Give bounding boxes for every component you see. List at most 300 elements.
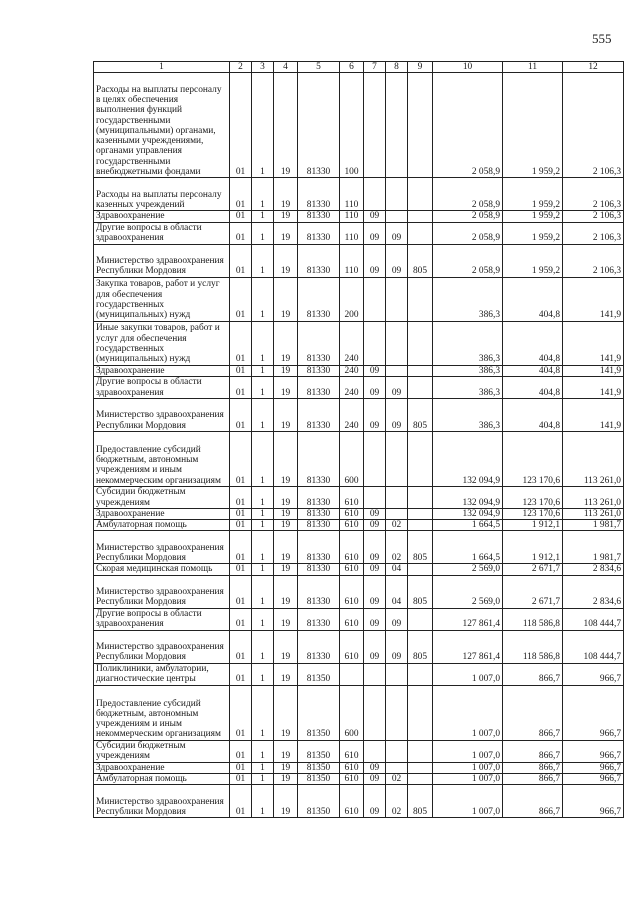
division-col-cell xyxy=(364,321,386,365)
name-col-cell: Здравоохранение xyxy=(94,762,230,773)
subprogram-col-cell: 1 xyxy=(252,222,274,244)
item-col-cell: 19 xyxy=(274,531,298,564)
target-col-cell: 81330 xyxy=(298,211,340,222)
item-col-cell: 19 xyxy=(274,740,298,762)
section-col-cell: 01 xyxy=(230,398,252,431)
year-1-col-cell: 2 569,0 xyxy=(433,575,503,608)
name-col-cell: Предоставление субсидий бюджетным, автономным учреждениям и иным некоммерческим организациям xyxy=(94,431,230,486)
item-col-cell: 19 xyxy=(274,376,298,398)
year-1-col-cell: 2 058,9 xyxy=(433,73,503,178)
subprogram-col-cell: 1 xyxy=(252,178,274,211)
header-year-2-col: 11 xyxy=(503,62,563,73)
division-col-cell: 09 xyxy=(364,785,386,818)
header-expense-type-col: 6 xyxy=(340,62,364,73)
item-col-cell: 19 xyxy=(274,774,298,785)
subprogram-col-cell: 1 xyxy=(252,73,274,178)
name-col-cell: Здравоохранение xyxy=(94,508,230,519)
header-section-col: 2 xyxy=(230,62,252,73)
table-row xyxy=(94,398,624,431)
year-1-col-cell: 1 007,0 xyxy=(433,740,503,762)
target-col-cell: 81330 xyxy=(298,520,340,531)
target-col-cell: 81330 xyxy=(298,564,340,575)
section-col-cell: 01 xyxy=(230,575,252,608)
name-col-cell: Министерство здравоохранения Республики Мордовия xyxy=(94,785,230,818)
year-3-col-cell: 113 261,0 xyxy=(563,486,624,508)
target-col-cell: 81330 xyxy=(298,244,340,277)
item-col-cell: 19 xyxy=(274,244,298,277)
year-2-col-cell: 1 959,2 xyxy=(503,211,563,222)
year-2-col-cell: 118 586,8 xyxy=(503,630,563,663)
subprogram-col-cell: 1 xyxy=(252,564,274,575)
division-col-cell: 09 xyxy=(364,365,386,376)
name-col-cell: Другие вопросы в области здравоохранения xyxy=(94,376,230,398)
table-row xyxy=(94,608,624,630)
header-subprogram-col: 3 xyxy=(252,62,274,73)
division-col-cell: 09 xyxy=(364,774,386,785)
item-col-cell: 19 xyxy=(274,211,298,222)
year-3-col-cell: 2 106,3 xyxy=(563,73,624,178)
year-1-col-cell: 2 058,9 xyxy=(433,178,503,211)
subdivision-col-cell: 02 xyxy=(386,774,408,785)
year-1-col-cell: 386,3 xyxy=(433,321,503,365)
division-col-cell xyxy=(364,685,386,740)
section-col-cell: 01 xyxy=(230,785,252,818)
expense-type-col-cell: 110 xyxy=(340,211,364,222)
year-2-col-cell: 866,7 xyxy=(503,762,563,773)
division-col-cell: 09 xyxy=(364,630,386,663)
year-2-col-cell: 123 170,6 xyxy=(503,486,563,508)
year-1-col-cell: 1 664,5 xyxy=(433,531,503,564)
table-row xyxy=(94,277,624,321)
table-row xyxy=(94,630,624,663)
name-col-cell: Министерство здравоохранения Республики Мордовия xyxy=(94,630,230,663)
table-row xyxy=(94,520,624,531)
header-subdivision-col: 8 xyxy=(386,62,408,73)
section-col-cell: 01 xyxy=(230,365,252,376)
subprogram-col-cell: 1 xyxy=(252,785,274,818)
section-col-cell: 01 xyxy=(230,376,252,398)
ministry-col-cell xyxy=(408,774,433,785)
subprogram-col-cell: 1 xyxy=(252,608,274,630)
subprogram-col-cell: 1 xyxy=(252,431,274,486)
expense-type-col-cell: 610 xyxy=(340,575,364,608)
item-col-cell: 19 xyxy=(274,178,298,211)
subprogram-col-cell: 1 xyxy=(252,520,274,531)
ministry-col-cell: 805 xyxy=(408,531,433,564)
year-1-col-cell: 1 664,5 xyxy=(433,520,503,531)
table-row xyxy=(94,431,624,486)
division-col-cell xyxy=(364,740,386,762)
year-3-col-cell: 141,9 xyxy=(563,376,624,398)
year-2-col-cell: 1 912,1 xyxy=(503,531,563,564)
year-2-col-cell: 1 959,2 xyxy=(503,222,563,244)
expense-type-col-cell: 240 xyxy=(340,376,364,398)
year-1-col-cell: 132 094,9 xyxy=(433,431,503,486)
ministry-col-cell: 805 xyxy=(408,398,433,431)
target-col-cell: 81330 xyxy=(298,321,340,365)
table-row xyxy=(94,376,624,398)
target-col-cell: 81330 xyxy=(298,222,340,244)
table-row xyxy=(94,73,624,178)
expense-type-col-cell: 610 xyxy=(340,508,364,519)
year-3-col-cell: 2 834,6 xyxy=(563,575,624,608)
subprogram-col-cell: 1 xyxy=(252,762,274,773)
expense-type-col-cell: 610 xyxy=(340,740,364,762)
year-2-col-cell: 866,7 xyxy=(503,785,563,818)
subdivision-col-cell: 09 xyxy=(386,222,408,244)
division-col-cell xyxy=(364,73,386,178)
ministry-col-cell: 805 xyxy=(408,575,433,608)
subdivision-col-cell: 04 xyxy=(386,575,408,608)
year-1-col-cell: 1 007,0 xyxy=(433,762,503,773)
item-col-cell: 19 xyxy=(274,520,298,531)
division-col-cell xyxy=(364,277,386,321)
ministry-col-cell xyxy=(408,685,433,740)
division-col-cell: 09 xyxy=(364,398,386,431)
expense-type-col-cell: 610 xyxy=(340,486,364,508)
subdivision-col-cell: 02 xyxy=(386,520,408,531)
subdivision-col-cell xyxy=(386,321,408,365)
section-col-cell: 01 xyxy=(230,211,252,222)
section-col-cell: 01 xyxy=(230,277,252,321)
year-3-col-cell: 1 981,7 xyxy=(563,520,624,531)
year-3-col-cell: 2 106,3 xyxy=(563,178,624,211)
table-row xyxy=(94,774,624,785)
ministry-col-cell: 805 xyxy=(408,785,433,818)
ministry-col-cell xyxy=(408,740,433,762)
section-col-cell: 01 xyxy=(230,222,252,244)
year-3-col-cell: 2 106,3 xyxy=(563,244,624,277)
expense-type-col-cell: 240 xyxy=(340,398,364,431)
table-row xyxy=(94,740,624,762)
name-col-cell: Амбулаторная помощь xyxy=(94,520,230,531)
ministry-col-cell xyxy=(408,431,433,486)
header-row xyxy=(94,62,624,73)
table-row xyxy=(94,762,624,773)
ministry-col-cell xyxy=(408,376,433,398)
name-col-cell: Предоставление субсидий бюджетным, автономным учреждениям и иным некоммерческим организациям xyxy=(94,685,230,740)
ministry-col-cell: 805 xyxy=(408,630,433,663)
subdivision-col-cell: 02 xyxy=(386,785,408,818)
year-1-col-cell: 386,3 xyxy=(433,376,503,398)
ministry-col-cell xyxy=(408,211,433,222)
section-col-cell: 01 xyxy=(230,564,252,575)
table-row xyxy=(94,564,624,575)
target-col-cell: 81350 xyxy=(298,685,340,740)
table-row xyxy=(94,508,624,519)
section-col-cell: 01 xyxy=(230,740,252,762)
subprogram-col-cell: 1 xyxy=(252,486,274,508)
target-col-cell: 81330 xyxy=(298,575,340,608)
subprogram-col-cell: 1 xyxy=(252,244,274,277)
year-1-col-cell: 2 569,0 xyxy=(433,564,503,575)
subprogram-col-cell: 1 xyxy=(252,376,274,398)
ministry-col-cell xyxy=(408,365,433,376)
year-3-col-cell: 108 444,7 xyxy=(563,630,624,663)
ministry-col-cell xyxy=(408,73,433,178)
section-col-cell: 01 xyxy=(230,73,252,178)
subprogram-col-cell: 1 xyxy=(252,365,274,376)
table-row xyxy=(94,486,624,508)
expense-type-col-cell: 610 xyxy=(340,564,364,575)
name-col-cell: Здравоохранение xyxy=(94,365,230,376)
table-row xyxy=(94,663,624,685)
section-col-cell: 01 xyxy=(230,431,252,486)
target-col-cell: 81350 xyxy=(298,762,340,773)
year-3-col-cell: 141,9 xyxy=(563,365,624,376)
year-2-col-cell: 866,7 xyxy=(503,663,563,685)
expense-type-col-cell: 240 xyxy=(340,365,364,376)
year-3-col-cell: 141,9 xyxy=(563,398,624,431)
budget-table xyxy=(93,61,624,818)
section-col-cell: 01 xyxy=(230,520,252,531)
name-col-cell: Закупка товаров, работ и услуг для обеспечения государственных (муниципальных) нужд xyxy=(94,277,230,321)
expense-type-col-cell: 610 xyxy=(340,531,364,564)
name-col-cell: Амбулаторная помощь xyxy=(94,774,230,785)
section-col-cell: 01 xyxy=(230,508,252,519)
section-col-cell: 01 xyxy=(230,630,252,663)
target-col-cell: 81330 xyxy=(298,508,340,519)
division-col-cell: 09 xyxy=(364,244,386,277)
subdivision-col-cell: 09 xyxy=(386,244,408,277)
page-number: 555 xyxy=(592,31,612,46)
subprogram-col-cell: 1 xyxy=(252,575,274,608)
ministry-col-cell xyxy=(408,564,433,575)
expense-type-col-cell: 610 xyxy=(340,785,364,818)
ministry-col-cell xyxy=(408,520,433,531)
year-2-col-cell: 404,8 xyxy=(503,277,563,321)
item-col-cell: 19 xyxy=(274,508,298,519)
division-col-cell xyxy=(364,178,386,211)
subprogram-col-cell: 1 xyxy=(252,740,274,762)
table-row xyxy=(94,244,624,277)
year-1-col-cell: 127 861,4 xyxy=(433,630,503,663)
subdivision-col-cell xyxy=(386,277,408,321)
table-row xyxy=(94,685,624,740)
year-2-col-cell: 866,7 xyxy=(503,774,563,785)
name-col-cell: Иные закупки товаров, работ и услуг для обеспечения государственных (муниципальных) нужд xyxy=(94,321,230,365)
subprogram-col-cell: 1 xyxy=(252,663,274,685)
expense-type-col-cell: 610 xyxy=(340,520,364,531)
ministry-col-cell xyxy=(408,762,433,773)
year-2-col-cell: 866,7 xyxy=(503,685,563,740)
year-3-col-cell: 966,7 xyxy=(563,663,624,685)
year-3-col-cell: 113 261,0 xyxy=(563,431,624,486)
year-1-col-cell: 132 094,9 xyxy=(433,508,503,519)
subdivision-col-cell xyxy=(386,486,408,508)
table-row xyxy=(94,321,624,365)
ministry-col-cell xyxy=(408,321,433,365)
year-1-col-cell: 132 094,9 xyxy=(433,486,503,508)
table-row xyxy=(94,531,624,564)
year-3-col-cell: 141,9 xyxy=(563,277,624,321)
year-1-col-cell: 2 058,9 xyxy=(433,222,503,244)
subprogram-col-cell: 1 xyxy=(252,277,274,321)
year-1-col-cell: 1 007,0 xyxy=(433,685,503,740)
year-2-col-cell: 404,8 xyxy=(503,376,563,398)
target-col-cell: 81330 xyxy=(298,608,340,630)
year-3-col-cell: 2 106,3 xyxy=(563,222,624,244)
division-col-cell xyxy=(364,431,386,486)
ministry-col-cell xyxy=(408,178,433,211)
header-year-1-col: 10 xyxy=(433,62,503,73)
item-col-cell: 19 xyxy=(274,398,298,431)
ministry-col-cell xyxy=(408,486,433,508)
year-3-col-cell: 966,7 xyxy=(563,762,624,773)
ministry-col-cell xyxy=(408,608,433,630)
subprogram-col-cell: 1 xyxy=(252,531,274,564)
target-col-cell: 81330 xyxy=(298,73,340,178)
target-col-cell: 81350 xyxy=(298,774,340,785)
expense-type-col-cell: 610 xyxy=(340,630,364,663)
expense-type-col-cell: 600 xyxy=(340,685,364,740)
year-3-col-cell: 108 444,7 xyxy=(563,608,624,630)
subdivision-col-cell xyxy=(386,685,408,740)
expense-type-col-cell: 110 xyxy=(340,244,364,277)
year-1-col-cell: 386,3 xyxy=(433,365,503,376)
subdivision-col-cell xyxy=(386,178,408,211)
subprogram-col-cell: 1 xyxy=(252,630,274,663)
target-col-cell: 81330 xyxy=(298,365,340,376)
subdivision-col-cell: 09 xyxy=(386,608,408,630)
target-col-cell: 81330 xyxy=(298,630,340,663)
year-2-col-cell: 404,8 xyxy=(503,321,563,365)
name-col-cell: Министерство здравоохранения Республики Мордовия xyxy=(94,575,230,608)
year-1-col-cell: 1 007,0 xyxy=(433,663,503,685)
year-2-col-cell: 404,8 xyxy=(503,365,563,376)
year-2-col-cell: 866,7 xyxy=(503,740,563,762)
table-row xyxy=(94,575,624,608)
section-col-cell: 01 xyxy=(230,774,252,785)
subprogram-col-cell: 1 xyxy=(252,321,274,365)
year-2-col-cell: 123 170,6 xyxy=(503,431,563,486)
division-col-cell: 09 xyxy=(364,575,386,608)
year-1-col-cell: 1 007,0 xyxy=(433,774,503,785)
subprogram-col-cell: 1 xyxy=(252,398,274,431)
table-row xyxy=(94,365,624,376)
division-col-cell xyxy=(364,486,386,508)
year-3-col-cell: 966,7 xyxy=(563,740,624,762)
subdivision-col-cell: 09 xyxy=(386,630,408,663)
ministry-col-cell xyxy=(408,508,433,519)
expense-type-col-cell: 100 xyxy=(340,73,364,178)
target-col-cell: 81330 xyxy=(298,376,340,398)
subdivision-col-cell xyxy=(386,73,408,178)
division-col-cell: 09 xyxy=(364,608,386,630)
subdivision-col-cell xyxy=(386,663,408,685)
section-col-cell: 01 xyxy=(230,321,252,365)
target-col-cell: 81330 xyxy=(298,277,340,321)
division-col-cell xyxy=(364,663,386,685)
item-col-cell: 19 xyxy=(274,608,298,630)
year-3-col-cell: 141,9 xyxy=(563,321,624,365)
division-col-cell: 09 xyxy=(364,520,386,531)
subdivision-col-cell xyxy=(386,365,408,376)
year-2-col-cell: 1 959,2 xyxy=(503,244,563,277)
header-item-col: 4 xyxy=(274,62,298,73)
item-col-cell: 19 xyxy=(274,277,298,321)
division-col-cell: 09 xyxy=(364,508,386,519)
name-col-cell: Министерство здравоохранения Республики Мордовия xyxy=(94,244,230,277)
year-3-col-cell: 2 834,6 xyxy=(563,564,624,575)
year-1-col-cell: 2 058,9 xyxy=(433,211,503,222)
ministry-col-cell xyxy=(408,277,433,321)
ministry-col-cell xyxy=(408,222,433,244)
year-3-col-cell: 1 981,7 xyxy=(563,531,624,564)
table-row xyxy=(94,222,624,244)
year-1-col-cell: 386,3 xyxy=(433,398,503,431)
target-col-cell: 81350 xyxy=(298,785,340,818)
section-col-cell: 01 xyxy=(230,663,252,685)
name-col-cell: Министерство здравоохранения Республики Мордовия xyxy=(94,398,230,431)
subprogram-col-cell: 1 xyxy=(252,211,274,222)
item-col-cell: 19 xyxy=(274,486,298,508)
subdivision-col-cell: 02 xyxy=(386,531,408,564)
year-1-col-cell: 2 058,9 xyxy=(433,244,503,277)
item-col-cell: 19 xyxy=(274,73,298,178)
year-2-col-cell: 118 586,8 xyxy=(503,608,563,630)
year-3-col-cell: 113 261,0 xyxy=(563,508,624,519)
year-3-col-cell: 2 106,3 xyxy=(563,211,624,222)
name-col-cell: Скорая медицинская помощь xyxy=(94,564,230,575)
item-col-cell: 19 xyxy=(274,663,298,685)
subdivision-col-cell xyxy=(386,211,408,222)
item-col-cell: 19 xyxy=(274,575,298,608)
section-col-cell: 01 xyxy=(230,486,252,508)
header-name-col: 1 xyxy=(94,62,230,73)
item-col-cell: 19 xyxy=(274,321,298,365)
year-1-col-cell: 1 007,0 xyxy=(433,785,503,818)
subprogram-col-cell: 1 xyxy=(252,774,274,785)
expense-type-col-cell: 600 xyxy=(340,431,364,486)
header-division-col: 7 xyxy=(364,62,386,73)
year-3-col-cell: 966,7 xyxy=(563,774,624,785)
item-col-cell: 19 xyxy=(274,785,298,818)
name-col-cell: Здравоохранение xyxy=(94,211,230,222)
year-2-col-cell: 123 170,6 xyxy=(503,508,563,519)
year-2-col-cell: 2 671,7 xyxy=(503,564,563,575)
year-3-col-cell: 966,7 xyxy=(563,785,624,818)
table-row xyxy=(94,178,624,211)
subdivision-col-cell xyxy=(386,431,408,486)
name-col-cell: Другие вопросы в области здравоохранения xyxy=(94,222,230,244)
section-col-cell: 01 xyxy=(230,244,252,277)
target-col-cell: 81330 xyxy=(298,486,340,508)
subdivision-col-cell xyxy=(386,508,408,519)
year-2-col-cell: 404,8 xyxy=(503,398,563,431)
table-row xyxy=(94,785,624,818)
ministry-col-cell xyxy=(408,663,433,685)
section-col-cell: 01 xyxy=(230,685,252,740)
division-col-cell: 09 xyxy=(364,376,386,398)
expense-type-col-cell xyxy=(340,663,364,685)
name-col-cell: Министерство здравоохранения Республики Мордовия xyxy=(94,531,230,564)
name-col-cell: Субсидии бюджетным учреждениям xyxy=(94,486,230,508)
year-2-col-cell: 1 912,1 xyxy=(503,520,563,531)
year-2-col-cell: 2 671,7 xyxy=(503,575,563,608)
year-2-col-cell: 1 959,2 xyxy=(503,178,563,211)
expense-type-col-cell: 240 xyxy=(340,321,364,365)
year-1-col-cell: 386,3 xyxy=(433,277,503,321)
year-1-col-cell: 127 861,4 xyxy=(433,608,503,630)
subdivision-col-cell xyxy=(386,740,408,762)
table-row xyxy=(94,211,624,222)
expense-type-col-cell: 610 xyxy=(340,774,364,785)
target-col-cell: 81350 xyxy=(298,740,340,762)
name-col-cell: Субсидии бюджетным учреждениям xyxy=(94,740,230,762)
target-col-cell: 81330 xyxy=(298,178,340,211)
header-year-3-col: 12 xyxy=(563,62,624,73)
